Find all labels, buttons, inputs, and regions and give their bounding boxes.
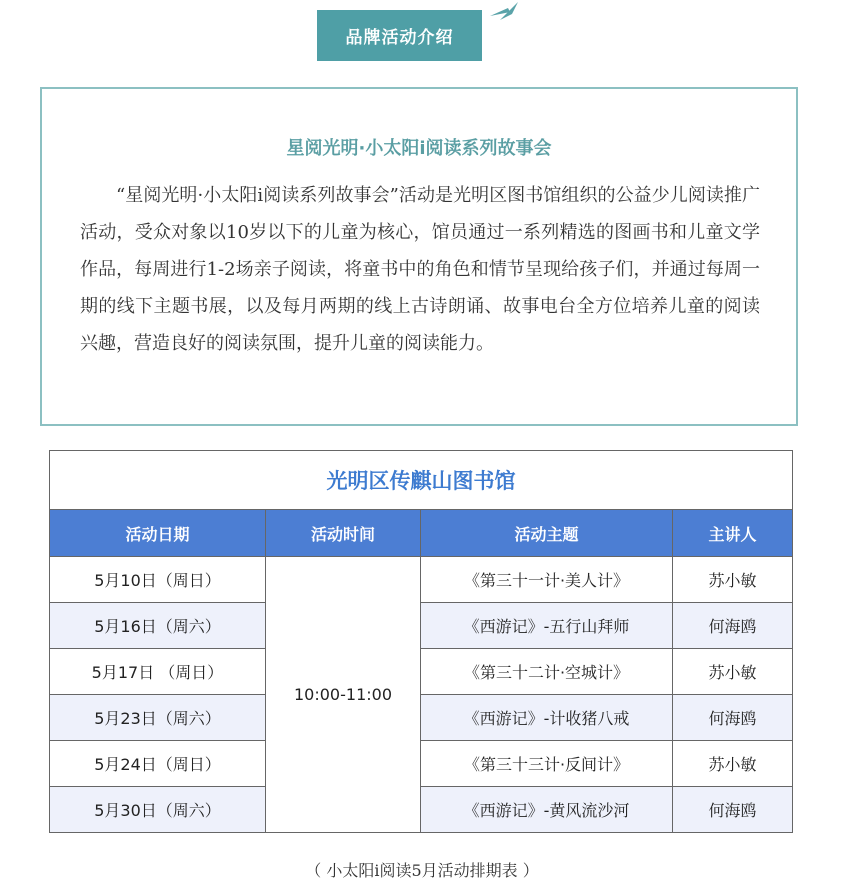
intro-body: “星阅光明·小太阳i阅读系列故事会”活动是光明区图书馆组织的公益少儿阅读推广活动，受众对象以10岁以下的儿童为核心，馆员通过一系列精选的图画书和儿童文学作品，每周进行1-2场亲子阅读，将童书中的角色和情节呈现给孩子们，并通过每周一期的线下主题书展，以及每月两期的线上古诗朗诵、故事电台全方位培养儿童的阅读兴趣，营造良好的阅读氛围，提升儿童的阅读能力。 — [80, 185, 760, 354]
schedule-table — [49, 450, 793, 833]
cell-date: 5月24日（周日） — [50, 741, 266, 787]
table-row — [50, 695, 793, 741]
intro-title: 星阅光明·小太阳i阅读系列故事会 — [286, 138, 552, 159]
cell-topic: 《西游记》-计收猪八戒 — [421, 695, 673, 741]
cell-topic: 《第三十二计·空城计》 — [421, 649, 673, 695]
cell-topic: 《西游记》-五行山拜师 — [421, 603, 673, 649]
cell-speaker: 苏小敏 — [673, 741, 793, 787]
cell-topic: 《第三十三计·反间计》 — [421, 741, 673, 787]
cell-date: 5月10日（周日） — [50, 557, 266, 603]
cell-speaker: 何海鸥 — [673, 603, 793, 649]
cell-speaker: 苏小敏 — [673, 649, 793, 695]
cell-date: 5月16日（周六） — [50, 603, 266, 649]
header-time: 活动时间 — [266, 510, 421, 557]
cell-topic: 《第三十一计·美人计》 — [421, 557, 673, 603]
header-topic: 活动主题 — [421, 510, 673, 557]
table-caption: （ 小太阳i阅读5月活动排期表 ） — [305, 861, 539, 880]
cell-speaker: 何海鸥 — [673, 695, 793, 741]
intro-panel — [40, 87, 798, 426]
cell-topic: 《西游记》-黄风流沙河 — [421, 787, 673, 833]
header-date: 活动日期 — [50, 510, 266, 557]
table-row — [50, 649, 793, 695]
cell-date: 5月17日 （周日） — [50, 649, 266, 695]
cell-date: 5月30日（周六） — [50, 787, 266, 833]
decorative-stroke-icon — [488, 0, 528, 22]
cell-speaker: 苏小敏 — [673, 557, 793, 603]
cell-time: 10:00-11:00 — [266, 557, 421, 833]
table-row — [50, 557, 793, 603]
cell-date: 5月23日（周六） — [50, 695, 266, 741]
table-row — [50, 787, 793, 833]
header-speaker: 主讲人 — [673, 510, 793, 557]
table-row — [50, 741, 793, 787]
section-badge: 品牌活动介绍 — [317, 10, 482, 61]
cell-speaker: 何海鸥 — [673, 787, 793, 833]
venue-title: 光明区传麒山图书馆 — [50, 451, 793, 510]
table-row — [50, 603, 793, 649]
